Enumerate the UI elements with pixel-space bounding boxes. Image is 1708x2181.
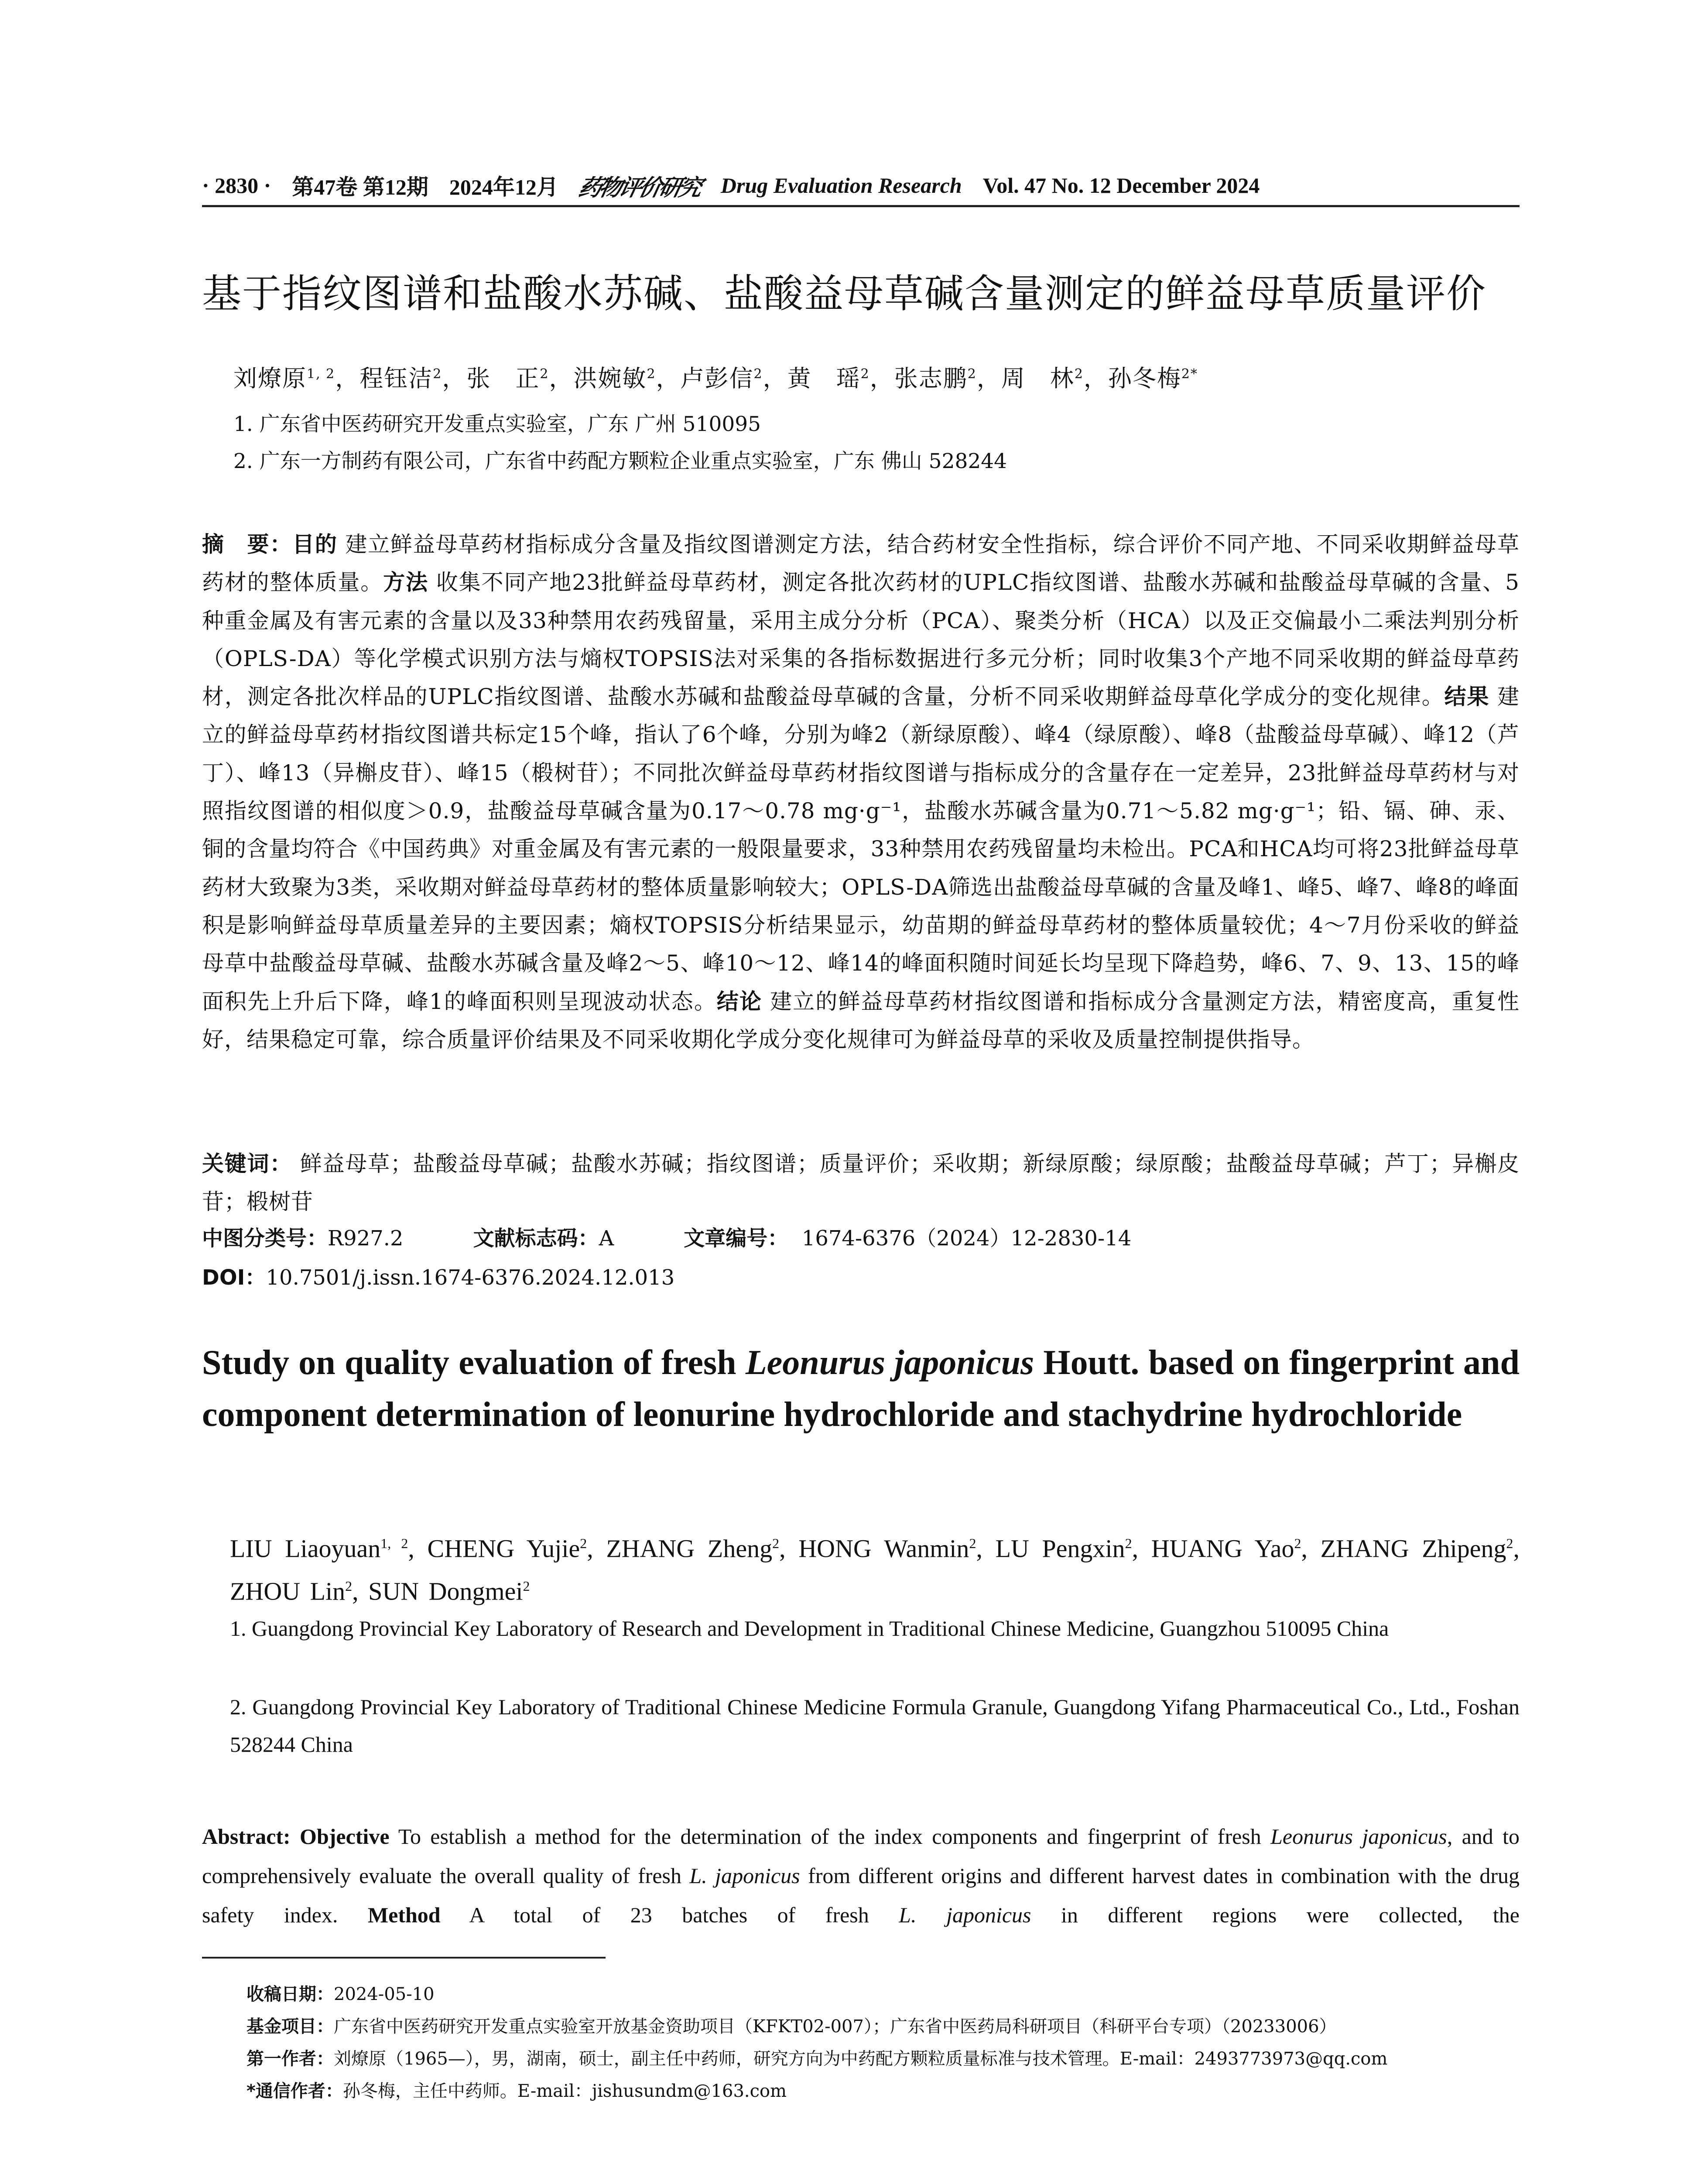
author-name: LU Pengxin	[995, 1534, 1125, 1563]
species-abbr-1: L. japonicus	[689, 1863, 800, 1888]
author-affiliation-mark: 2	[647, 366, 656, 382]
footnote-corresponding	[246, 2075, 1564, 2107]
conclusion-cn: 建立的鲜益母草药材指纹图谱和指标成分含量测定方法，精密度高，重复性好，结果稳定可靠，综合质量评价结果及不同采收期化学成分变化规律可为鲜益母草的采收及质量控制提供指导。	[202, 988, 1520, 1052]
doi-line	[202, 1261, 1520, 1291]
article-no-label: 文章编号：	[684, 1226, 789, 1251]
footnote-received	[246, 1978, 1564, 2010]
result-cn-label: 结果	[1444, 684, 1490, 710]
method-en-2: in different regions were collected, the	[1031, 1903, 1520, 1927]
result-cn: 建立的鲜益母草药材指纹图谱共标定15个峰，指认了6个峰，分别为峰2（新绿原酸）、峰4（绿原酸）、峰8（盐酸益母草碱）、峰12（芦丁）、峰13（异槲皮苷）、峰15（椴树苷）；不同批次鲜益母草药材指纹图谱与指标成分的含量存在一定差异，23批鲜益母草药材与对照指纹图谱的相似度＞0.9，盐酸益母草碱含量为0.17～0.78 mg·g⁻¹，盐酸水苏碱含量为0.71～5.82 mg·g⁻¹；铅、镉、砷、汞、铜的含量均符合《中国药典》对重金属及有害元素的一般限量要求，33种禁用农药残留量均未检出。PCA和HCA均可将23批鲜益母草药材大致聚为3类，采收期对鲜益母草药材的整体质量影响较大；OPLS-DA筛选出盐酸益母草碱的含量及峰1、峰5、峰7、峰8的峰面积是影响鲜益母草质量差异的主要因素；熵权TOPSIS分析结果显示，幼苗期的鲜益母草药材的整体质量较优；4～7月份采收的鲜益母草中盐酸益母草碱、盐酸水苏碱含量及峰2～5、峰10～12、峰14的峰面积随时间延长均呈现下降趋势，峰6、7、9、13、15的峰面积先上升后下降，峰1的峰面积则呈现波动状态。	[202, 684, 1520, 1014]
fund-value: 广东省中医药研究开发重点实验室开放基金资助项目（KFKT02-007）；广东省中医药局科研项目（科研平台专项）（20233006）	[334, 2017, 1337, 2037]
author-name: 刘燎原	[233, 365, 307, 392]
author-name: 洪婉敏	[573, 365, 647, 392]
journal-name-en: Drug Evaluation Research	[720, 173, 962, 198]
author-affiliation-mark: 1, 2	[307, 366, 335, 382]
affiliation-en-2: 2. Guangdong Provincial Key Laboratory of Traditional Chinese Medicine Formula Granule, Guangdong Yifang Pharmaceutical Co., Ltd., Foshan 528244 China	[230, 1695, 1520, 1757]
author-name: CHENG Yujie	[427, 1534, 580, 1563]
method-cn-label: 方法	[383, 570, 429, 595]
title-cn: 基于指纹图谱和盐酸水苏碱、盐酸益母草碱含量测定的鲜益母草质量评价	[202, 271, 1486, 317]
conclusion-cn-label: 结论	[716, 988, 763, 1014]
author-name: HONG Wanmin	[798, 1534, 969, 1563]
keywords-cn	[202, 1145, 1520, 1221]
method-en-1: A total of 23 batches of fresh	[440, 1903, 899, 1927]
classification-line	[202, 1221, 1520, 1251]
authors-en: LIU Liaoyuan$^{1, 2}$, CHENG Yujie$^2$, ZHANG Zheng$^2$, HONG Wanmin$^2$, LU Pengxin$^2$, HUANG Yao$^2$, ZHANG Zhipeng$^2$, ZHOU Lin$^2$, SUN Dongmei$^2$	[230, 1534, 1520, 1606]
article-no-value: 1674-6376（2024）12-2830-14	[801, 1226, 1132, 1251]
author-affiliation-mark: 2*	[1181, 366, 1198, 382]
footnote-rule	[202, 1957, 606, 1959]
volume-cn: 第47卷 第12期	[292, 175, 428, 199]
author-affiliation-mark: 2	[345, 1578, 353, 1594]
received-label: 收稿日期：	[246, 1984, 334, 2004]
author-name: ZHANG Zheng	[606, 1534, 773, 1563]
author-name: HUANG Yao	[1151, 1534, 1294, 1563]
abstract-en	[202, 1817, 1520, 1935]
affiliation-cn-2: 2. 广东一方制药有限公司，广东省中药配方颗粒企业重点实验室，广东 佛山 528244	[233, 449, 1007, 473]
footnote-first-author	[246, 2043, 1564, 2075]
footnote-fund	[246, 2010, 1564, 2043]
title-en-pre: Study on quality evaluation of fresh	[202, 1343, 746, 1382]
authors-cn: 刘燎原$^{1, 2}$，程钰洁$^2$，张 正$^2$，洪婉敏$^2$，卢彭信$^2$，黄 瑶$^2$，张志鹏$^2$，周 林$^2$，孙冬梅$^{2*}$	[233, 365, 1198, 392]
species-abbr-2: L. japonicus	[899, 1903, 1031, 1927]
date-cn: 2024年12月	[449, 175, 558, 199]
volume-en: Vol. 47 No. 12 December 2024	[982, 173, 1260, 198]
author-name: ZHOU Lin	[230, 1577, 346, 1606]
title-en-species: Leonurus japonicus	[745, 1343, 1034, 1382]
doi-label: DOI：	[202, 1265, 266, 1290]
author-name: 张志鹏	[894, 365, 968, 392]
doc-code-value: A	[599, 1226, 614, 1251]
affiliation-cn-1: 1. 广东省中医药研究开发重点实验室，广东 广州 510095	[233, 412, 761, 436]
method-en-label: Method	[367, 1903, 441, 1927]
doi-value: 10.7501/j.issn.1674-6376.2024.12.013	[266, 1265, 675, 1290]
author-affiliation-mark: 2	[969, 1535, 976, 1551]
keywords-cn-label: 关键词：	[202, 1151, 293, 1176]
author-affiliation-mark: 2	[753, 366, 763, 382]
objective-cn: 建立鲜益母草药材指标成分含量及指纹图谱测定方法，结合药材安全性指标，综合评价不同产地、不同采收期鲜益母草药材的整体质量。	[202, 532, 1520, 595]
page-number: · 2830 ·	[202, 173, 271, 198]
first-author-label: 第一作者：	[246, 2049, 334, 2069]
first-author-value: 刘燎原（1965—），男，湖南，硕士，副主任中药师，研究方向为中药配方颗粒质量标准与技术管理。E-mail：2493773973@qq.com	[334, 2049, 1388, 2069]
clc-value: R927.2	[328, 1226, 404, 1251]
author-affiliation-mark: 2	[1506, 1535, 1513, 1551]
author-name: 卢彭信	[680, 365, 754, 392]
objective-en-1: To establish a method for the determination of the index components and fingerprint of fresh	[389, 1824, 1271, 1849]
author-name: 孙冬梅	[1108, 365, 1181, 392]
author-affiliation-mark: 2	[433, 366, 442, 382]
author-affiliation-mark: 2	[1294, 1535, 1301, 1551]
abstract-cn	[202, 526, 1520, 1059]
abstract-en-label: Abstract:	[202, 1824, 291, 1849]
author-affiliation-mark: 2	[580, 1535, 587, 1551]
doc-code-label: 文献标志码：	[473, 1226, 599, 1251]
keywords-cn-text: 鲜益母草；盐酸益母草碱；盐酸水苏碱；指纹图谱；质量评价；采收期；新绿原酸；绿原酸；盐酸益母草碱；芦丁；异槲皮苷；椴树苷	[202, 1151, 1520, 1215]
author-affiliation-mark: 2	[772, 1535, 780, 1551]
title-en	[202, 1337, 1520, 1441]
affiliation-en-1: 1. Guangdong Provincial Key Laboratory of Research and Development in Traditional Chinese Medicine, Guangzhou 510095 China	[230, 1616, 1389, 1641]
author-affiliation-mark: 1, 2	[380, 1535, 408, 1551]
author-affiliation-mark: 2	[1074, 366, 1084, 382]
title-en-post: Houtt. based on fingerprint and component determination of leonurine hydrochloride and stachydrine hydrochloride	[202, 1343, 1520, 1434]
corresponding-label: *通信作者：	[246, 2081, 343, 2101]
abstract-cn-label: 摘 要：	[202, 532, 293, 557]
species-name: Leonurus japonicus	[1270, 1824, 1447, 1849]
objective-en-2: , and to comprehensively evaluate the overall quality of fresh	[202, 1824, 1520, 1888]
objective-en-label: Objective	[300, 1824, 390, 1849]
journal-logo: 药物评价研究	[576, 174, 702, 201]
author-name: 张 正	[466, 365, 540, 392]
author-name: 黄 瑶	[787, 365, 861, 392]
clc-label: 中图分类号：	[202, 1226, 328, 1251]
author-name: ZHANG Zhipeng	[1320, 1534, 1506, 1563]
method-cn: 收集不同产地23批鲜益母草药材，测定各批次药材的UPLC指纹图谱、盐酸水苏碱和盐酸益母草碱的含量、5种重金属及有害元素的含量以及33种禁用农药残留量，采用主成分分析（PCA）、聚类分析（HCA）以及正交偏最小二乘法判别分析（OPLS-DA）等化学模式识别方法与熵权TOPSIS法对采集的各指标数据进行多元分析；同时收集3个产地不同采收期的鲜益母草药材，测定各批次样品的UPLC指纹图谱、盐酸水苏碱和盐酸益母草碱的含量，分析不同采收期鲜益母草化学成分的变化规律。	[202, 570, 1520, 710]
corresponding-value: 孙冬梅，主任中药师。E-mail：jishusundm@163.com	[342, 2081, 787, 2101]
author-affiliation-mark: 2	[860, 366, 870, 382]
author-affiliation-mark: 2	[967, 366, 977, 382]
fund-label: 基金项目：	[246, 2017, 334, 2037]
author-name: LIU Liaoyuan	[230, 1534, 381, 1563]
objective-en-3: from different origins and different harvest dates in combination with the drug safety index.	[202, 1863, 1520, 1927]
author-affiliation-mark: 2	[540, 366, 549, 382]
header-rule	[202, 205, 1520, 207]
received-value: 2024-05-10	[334, 1984, 435, 2004]
author-affiliation-mark: 2	[1125, 1535, 1132, 1551]
author-affiliation-mark: 2	[523, 1578, 530, 1594]
author-name: 程钰洁	[359, 365, 433, 392]
footnotes	[246, 1978, 1564, 2107]
author-name: SUN Dongmei	[368, 1577, 523, 1606]
running-header	[202, 168, 1520, 203]
author-name: 周 林	[1001, 365, 1075, 392]
objective-cn-label: 目的	[292, 532, 338, 557]
